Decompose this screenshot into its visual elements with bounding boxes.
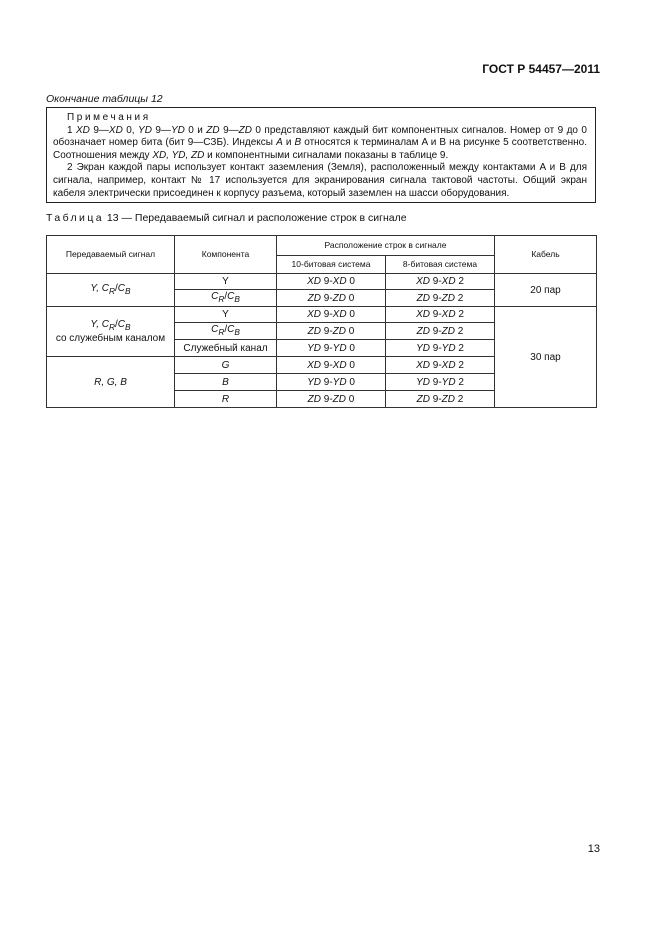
sym-xd: XD xyxy=(307,309,321,320)
note-1-text: 9— xyxy=(89,124,109,136)
note-1-text: B xyxy=(294,137,302,149)
sym-zd: ZD xyxy=(441,292,455,304)
signal-service-channel-text: со служебным каналом xyxy=(55,333,166,344)
cell-8bit xyxy=(386,374,495,391)
sym-slash: / xyxy=(115,283,118,294)
sym-sub-r: R xyxy=(108,322,115,332)
sym-zd: ZD xyxy=(307,393,321,405)
sym-0: 0 xyxy=(346,292,355,304)
sym-xd: XD xyxy=(332,276,347,287)
sym-c: C xyxy=(227,291,235,302)
cell-8bit xyxy=(386,290,495,307)
cell-10bit xyxy=(277,274,386,290)
sym-xd: XD xyxy=(307,276,321,287)
table-title-label: Таблица xyxy=(46,212,104,224)
sym-9: 9- xyxy=(429,276,442,287)
sym-zd: ZD xyxy=(416,325,430,337)
sym-9: 9- xyxy=(320,309,333,320)
sym-sub-b: B xyxy=(234,327,240,337)
sym-zd: ZD xyxy=(332,393,346,405)
notes-title: Примечания xyxy=(67,112,151,123)
cell-8bit xyxy=(386,357,495,374)
sym-xd: XD xyxy=(332,309,347,320)
sym-xd: XD xyxy=(416,276,430,287)
sym-9: 9- xyxy=(429,376,442,388)
sym-9: 9- xyxy=(429,342,442,354)
sym-slash: / xyxy=(115,319,118,330)
cell-component xyxy=(175,323,277,340)
sym-0: 0 xyxy=(346,276,355,287)
cell-component: Y xyxy=(175,307,277,323)
table-title xyxy=(46,212,407,224)
cell-8bit xyxy=(386,307,495,323)
sym-xd: XD xyxy=(332,359,347,371)
cell-component xyxy=(175,357,277,374)
note-1-text: 0, xyxy=(122,124,139,136)
cell-8bit xyxy=(386,391,495,408)
sym-2: 2 xyxy=(455,325,464,337)
notes-box xyxy=(46,107,596,203)
note-1-text: и компонентными сигналами показаны в таблице 9. xyxy=(204,149,449,161)
sym-sub-r: R xyxy=(108,286,115,296)
table-header-row xyxy=(47,236,597,256)
header-component: Компонента xyxy=(175,236,277,274)
sym-yd: YD xyxy=(416,342,430,354)
sym-c: C xyxy=(227,324,235,335)
sym-9: 9- xyxy=(429,292,442,304)
sym-2: 2 xyxy=(455,359,464,371)
sym-2: 2 xyxy=(455,292,464,304)
cell-8bit xyxy=(386,340,495,357)
sym-zd: ZD xyxy=(441,393,455,405)
cell-component: Служебный канал xyxy=(175,340,277,357)
cell-component xyxy=(175,290,277,307)
cell-10bit xyxy=(277,357,386,374)
cell-signal xyxy=(47,357,175,408)
sym-zd: ZD xyxy=(307,292,321,304)
sym-zd: ZD xyxy=(332,325,346,337)
sym-c: C xyxy=(211,324,219,335)
cell-10bit xyxy=(277,374,386,391)
sym-9: 9- xyxy=(320,276,333,287)
component-b: B xyxy=(222,376,229,388)
note-1-text: 0 представляют каждый бит компонентных сигналов. Номер от 9 до 0 обозначает номер бита (бит 9—СЗБ). Индексы xyxy=(53,124,587,149)
sym-zd: ZD xyxy=(416,393,430,405)
sym-0: 0 xyxy=(346,376,355,388)
sym-c: C xyxy=(117,319,126,330)
component-r: R xyxy=(221,393,230,405)
sym-c: C xyxy=(117,283,126,294)
sym-9: 9- xyxy=(429,359,442,371)
sym-c: C xyxy=(101,283,109,294)
sym-yd: YD xyxy=(307,376,321,388)
page-number: 13 xyxy=(587,843,600,855)
header-10bit-system: 10-битовая система xyxy=(277,256,386,274)
header-8bit-system: 8-битовая система xyxy=(386,256,495,274)
sym-0: 0 xyxy=(346,309,355,320)
note-2: 2 Экран каждой пары использует контакт заземления (Земля), расположенный между контактами A и B для сигнала, например, контакт № 17 используется для экранирования сигнала тактовой частоты. Общий экран кабеля электрически присоединен к корпусу разъема, который заземлен на шасси оборудования. xyxy=(53,162,587,199)
sym-xd: XD xyxy=(441,359,456,371)
sym-9: 9- xyxy=(429,309,442,320)
sym-c: C xyxy=(101,319,109,330)
cell-component: Y xyxy=(175,274,277,290)
sym-xd: XD xyxy=(441,309,456,320)
cell-signal xyxy=(47,274,175,307)
sym-zd: ZD xyxy=(441,325,455,337)
table-continuation-caption: Окончание таблицы 12 xyxy=(46,93,163,105)
signal-rgb-text: R, G, B xyxy=(94,376,127,388)
sym-0: 0 xyxy=(346,359,355,371)
cell-cable: 30 пар xyxy=(495,307,597,408)
sym-2: 2 xyxy=(455,342,464,354)
standard-number: ГОСТ Р 54457—2011 xyxy=(482,62,600,76)
sym-xd: XD xyxy=(441,276,456,287)
sym-9: 9- xyxy=(320,342,333,354)
sym-2: 2 xyxy=(455,393,464,405)
sym-0: 0 xyxy=(346,342,355,354)
sym-sub-b: B xyxy=(125,322,131,332)
table-row xyxy=(47,274,597,290)
cell-10bit xyxy=(277,391,386,408)
sym-yd: YD xyxy=(416,376,430,388)
sym-yd: YD xyxy=(307,342,321,354)
cell-8bit xyxy=(386,323,495,340)
component-g: G xyxy=(221,359,230,371)
header-signal: Передаваемый сигнал xyxy=(47,236,175,274)
sym-yd: YD xyxy=(332,376,347,388)
sym-sub-r: R xyxy=(218,294,225,304)
cell-10bit xyxy=(277,340,386,357)
sym-sub-b: B xyxy=(234,294,240,304)
note-1-text: YD xyxy=(170,124,185,136)
note-1-text: 1 xyxy=(67,124,76,136)
cell-signal xyxy=(47,307,175,357)
sym-9: 9- xyxy=(429,393,442,405)
sym-c: C xyxy=(211,291,219,302)
cell-component xyxy=(175,374,277,391)
note-1-text: 9— xyxy=(151,124,171,136)
sym-yd: YD xyxy=(441,376,456,388)
sym-y: Y xyxy=(90,283,97,294)
cell-8bit xyxy=(386,274,495,290)
sym-slash: / xyxy=(224,291,228,302)
sym-sub-r: R xyxy=(218,327,225,337)
sym-slash: / xyxy=(224,324,228,335)
sym-y: Y xyxy=(90,319,97,330)
sym-comma: , xyxy=(96,283,102,294)
cell-cable: 20 пар xyxy=(495,274,597,307)
note-1-text: ZD xyxy=(238,124,252,136)
sym-0: 0 xyxy=(346,325,355,337)
note-1-text: ZD xyxy=(206,124,220,136)
cell-10bit xyxy=(277,307,386,323)
cell-component xyxy=(175,391,277,408)
header-line-location: Расположение строк в сигнале xyxy=(277,236,495,256)
sym-9: 9- xyxy=(320,393,333,405)
note-1-text: относятся к терминалам A и B на рисунке 5 соответственно. Соотношения между xyxy=(53,137,587,161)
sym-xd: XD xyxy=(416,359,430,371)
note-1-text: XD, YD, ZD xyxy=(152,149,205,161)
sym-yd: YD xyxy=(332,342,347,354)
note-1-text: 9— xyxy=(219,124,239,136)
sym-0: 0 xyxy=(346,393,355,405)
sym-comma: , xyxy=(96,319,102,330)
note-1-text: XD xyxy=(108,124,123,136)
sym-yd: YD xyxy=(441,342,456,354)
sym-2: 2 xyxy=(455,376,464,388)
cell-10bit xyxy=(277,323,386,340)
sym-xd: XD xyxy=(416,309,430,320)
note-1-text: 0 и xyxy=(184,124,207,136)
sym-9: 9- xyxy=(320,325,333,337)
sym-2: 2 xyxy=(455,309,464,320)
sym-9: 9- xyxy=(320,292,333,304)
note-1-text: и xyxy=(282,137,295,149)
cell-10bit xyxy=(277,290,386,307)
sym-xd: XD xyxy=(307,359,321,371)
table-row xyxy=(47,307,597,323)
sym-9: 9- xyxy=(429,325,442,337)
header-cable: Кабель xyxy=(495,236,597,274)
note-1-text: XD xyxy=(76,124,90,136)
sym-zd: ZD xyxy=(332,292,346,304)
sym-9: 9- xyxy=(320,359,333,371)
sym-zd: ZD xyxy=(307,325,321,337)
signal-table xyxy=(46,235,597,408)
note-1-text: A xyxy=(276,137,283,149)
sym-zd: ZD xyxy=(416,292,430,304)
note-1-text: YD xyxy=(138,124,152,136)
sym-sub-b: B xyxy=(125,286,131,296)
table-title-text: 13 — Передаваемый сигнал и расположение строк в сигнале xyxy=(103,212,407,224)
note-1 xyxy=(53,125,587,163)
sym-2: 2 xyxy=(455,276,464,287)
sym-9: 9- xyxy=(320,376,333,388)
